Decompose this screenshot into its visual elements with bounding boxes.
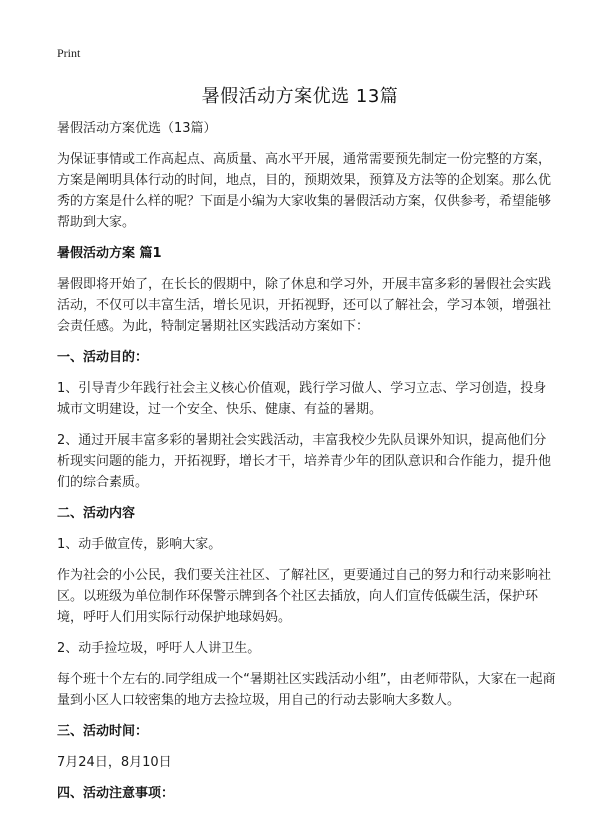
content-item-1-description: 作为社会的小公民，我们要关注社区、了解社区，更要通过自己的努力和行动来影响社区。以班级为单位制作环保警示牌到各个社区去插放，向人们宣传低碳生活，保护环境，呼吁人们用实际行动保护地球妈妈。 <box>57 568 552 625</box>
print-label: Print <box>57 46 81 60</box>
goal-item-2: 2、通过开展丰富多彩的暑期社会实践活动，丰富我校少先队员课外知识，提高他们分析现实问题的能力，开拓视野，增长才干，培养青少年的团队意识和合作能力，提升他们的综合素质。 <box>57 433 552 490</box>
document-title: 暑假活动方案优选 13篇 <box>201 86 399 107</box>
content-item-2-description: 每个班十个左右的.同学组成一个“暑期社区实践活动小组”，由老师带队，大家在一起商量到小区人口较密集的地方去捡垃圾，用自己的行动去影响大多数人。 <box>57 672 556 708</box>
content-item-1: 1、动手做宣传，影响大家。 <box>57 537 222 552</box>
content-item-2: 2、动手捡垃圾，呼吁人人讲卫生。 <box>57 641 261 656</box>
document-body <box>57 118 557 814</box>
goal-item-1: 1、引导青少年践行社会主义核心价值观，践行学习做人、学习立志、学习创造，投身城市文明建设，过一个安全、快乐、健康、有益的暑期。 <box>57 381 547 417</box>
heading-activity-content: 二、活动内容 <box>57 506 136 521</box>
activity-time-value: 7月24日，8月10日 <box>57 755 172 770</box>
heading-activity-notes: 四、活动注意事项： <box>57 786 175 801</box>
section-title: 暑假活动方案 篇1 <box>57 246 162 261</box>
intro-paragraph: 为保证事情或工作高起点、高质量、高水平开展，通常需要预先制定一份完整的方案，方案是阐明具体行动的时间，地点，目的，预期效果，预算及方法等的企划案。那么优秀的方案是什么样的呢？下面是小编为大家收集的暑假活动方案，仅供参考，希望能够帮助到大家。 <box>57 152 552 230</box>
section-intro-paragraph: 暑假即将开始了，在长长的假期中，除了休息和学习外，开展丰富多彩的暑假社会实践活动，不仅可以丰富生活，增长见识，开拓视野，还可以了解社会，学习本领，增强社会责任感。为此，特制定暑期社区实践活动方案如下： <box>57 277 552 334</box>
heading-activity-time: 三、活动时间： <box>57 724 149 739</box>
document-subtitle: 暑假活动方案优选（13篇） <box>57 121 217 136</box>
heading-activity-goals: 一、活动目的： <box>57 350 149 365</box>
